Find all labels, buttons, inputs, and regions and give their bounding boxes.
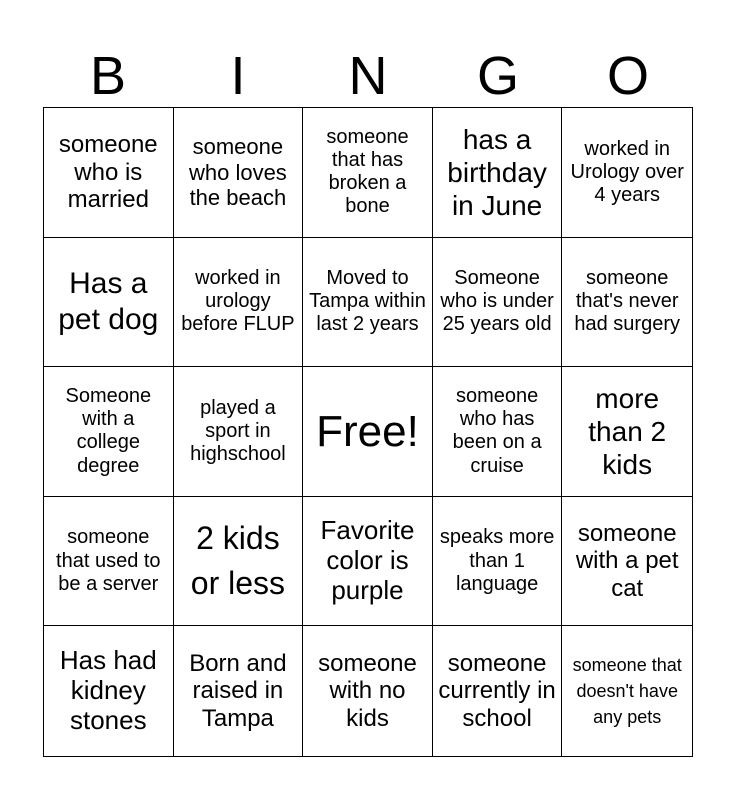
bingo-cell[interactable]: speaks more than 1 language	[433, 497, 563, 627]
bingo-cell[interactable]: Moved to Tampa within last 2 years	[303, 238, 433, 368]
bingo-cell[interactable]: Favorite color is purple	[303, 497, 433, 627]
bingo-cell[interactable]: someone currently in school	[433, 626, 563, 756]
bingo-cell[interactable]: Has a pet dog	[44, 238, 174, 368]
bingo-cell[interactable]: someone with a pet cat	[562, 497, 692, 627]
bingo-cell[interactable]: Someone who is under 25 years old	[433, 238, 563, 368]
free-space-cell[interactable]: Free!	[303, 367, 433, 497]
bingo-cell[interactable]: Has had kidney stones	[44, 626, 174, 756]
bingo-cell[interactable]: has a birthday in June	[433, 108, 563, 238]
bingo-cell[interactable]: played a sport in highschool	[174, 367, 304, 497]
bingo-cell[interactable]: more than 2 kids	[562, 367, 692, 497]
bingo-cell[interactable]: someone who has been on a cruise	[433, 367, 563, 497]
bingo-cell[interactable]: someone that used to be a server	[44, 497, 174, 627]
bingo-cell[interactable]: someone who is married	[44, 108, 174, 238]
header-letter-g: G	[476, 46, 519, 106]
bingo-cell[interactable]: someone that doesn't have any pets	[572, 655, 682, 728]
bingo-cell[interactable]: someone that has broken a bone	[303, 108, 433, 238]
bingo-cell[interactable]: someone that's never had surgery	[562, 238, 692, 368]
bingo-cell[interactable]: someone with no kids	[303, 626, 433, 756]
bingo-cell[interactable]: someone who loves the beach	[174, 108, 304, 238]
header-letter-o: O	[606, 46, 649, 106]
bingo-board	[43, 107, 693, 757]
bingo-header	[43, 46, 693, 106]
bingo-cell[interactable]: worked in Urology over 4 years	[562, 108, 692, 238]
header-letter-n: N	[348, 46, 388, 106]
bingo-cell[interactable]: Born and raised in Tampa	[174, 626, 304, 756]
bingo-cell[interactable]: worked in urology before FLUP	[174, 238, 304, 368]
bingo-cell[interactable]: 2 kids or less	[174, 497, 304, 627]
bingo-cell[interactable]: Someone with a college degree	[44, 367, 174, 497]
header-letter-i: I	[230, 46, 246, 106]
header-letter-b: B	[89, 46, 127, 106]
